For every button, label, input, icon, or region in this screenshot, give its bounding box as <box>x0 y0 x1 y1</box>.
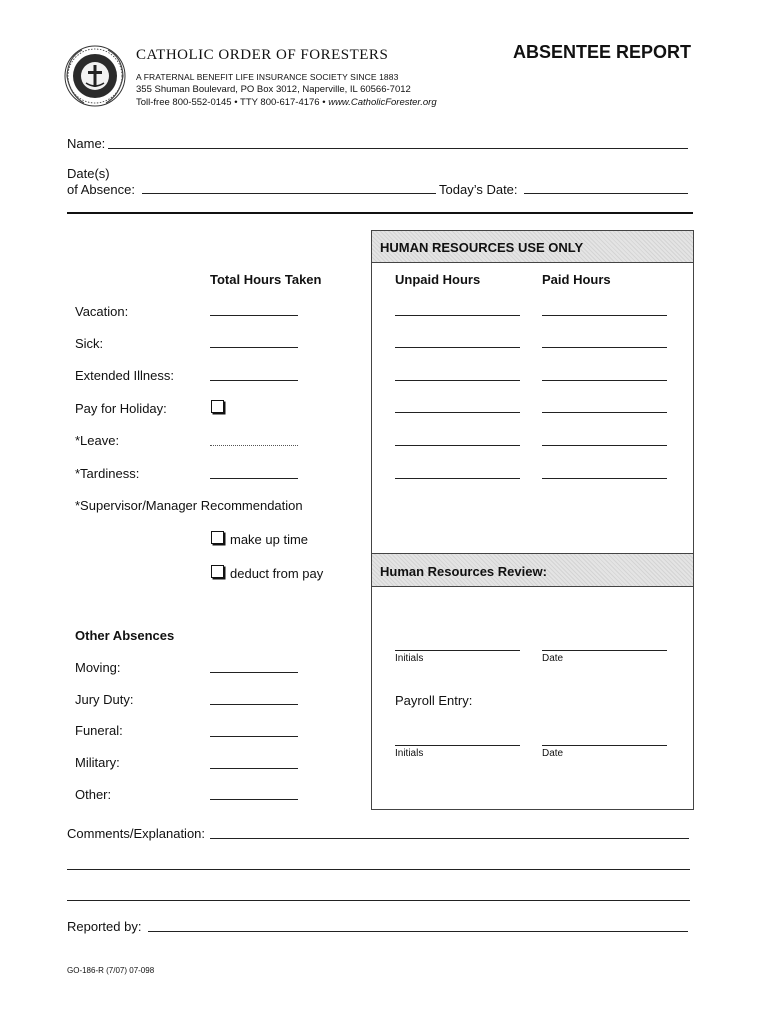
header-divider <box>67 212 693 214</box>
other-absences-heading: Other Absences <box>75 628 175 643</box>
payroll-entry-label: Payroll Entry: <box>395 693 473 708</box>
deduct-from-pay-label: deduct from pay <box>230 566 324 581</box>
leave-paid-field[interactable] <box>542 432 667 446</box>
sick-label: Sick: <box>75 336 104 351</box>
extended-illness-unpaid-field[interactable] <box>395 367 520 381</box>
org-contact-line <box>136 97 437 108</box>
sick-paid-field[interactable] <box>542 334 667 348</box>
funeral-field[interactable] <box>210 723 298 737</box>
make-up-time-label: make up time <box>230 532 309 547</box>
other-label: Other: <box>75 787 112 802</box>
todays-date-label: Today’s Date: <box>439 182 518 197</box>
vacation-unpaid-field[interactable] <box>395 302 520 316</box>
total-hours-header: Total Hours Taken <box>210 272 322 287</box>
funeral-label: Funeral: <box>75 723 123 738</box>
leave-unpaid-field[interactable] <box>395 432 520 446</box>
hr-review-date-field[interactable] <box>542 637 667 651</box>
form-title: ABSENTEE REPORT <box>513 42 692 62</box>
sick-total-field[interactable] <box>210 334 298 348</box>
sick-unpaid-field[interactable] <box>395 334 520 348</box>
reported-by-label: Reported by: <box>67 919 142 934</box>
dates-label-line1: Date(s) <box>67 166 110 181</box>
comments-label: Comments/Explanation: <box>67 826 206 841</box>
todays-date-field[interactable] <box>524 180 688 194</box>
catholic-order-of-foresters-seal <box>64 45 126 107</box>
payroll-date-label: Date <box>542 748 564 759</box>
comments-field-line3[interactable] <box>67 887 690 901</box>
org-tagline: A FRATERNAL BENEFIT LIFE INSURANCE SOCIETY SINCE 1883 <box>136 72 399 82</box>
deduct-from-pay-checkbox[interactable] <box>211 565 224 578</box>
form-code: GO-186-R (7/07) 07-098 <box>67 966 155 975</box>
make-up-time-checkbox[interactable] <box>211 531 224 544</box>
org-website: www.CatholicForester.org <box>328 97 437 108</box>
tardiness-unpaid-field[interactable] <box>395 465 520 479</box>
pay-for-holiday-paid-field[interactable] <box>542 399 667 413</box>
name-label: Name: <box>67 136 106 151</box>
extended-illness-label: Extended Illness: <box>75 368 175 383</box>
comments-field-line2[interactable] <box>67 856 690 870</box>
leave-label: *Leave: <box>75 433 120 448</box>
leave-total-field[interactable] <box>210 432 298 446</box>
org-phone-numbers: Toll-free 800-552-0145 • TTY 800-617-4176 • <box>136 97 329 108</box>
org-address: 355 Shuman Boulevard, PO Box 3012, Naperville, IL 60566-7012 <box>136 84 411 95</box>
supervisor-recommendation-label: *Supervisor/Manager Recommendation <box>75 498 303 513</box>
vacation-paid-field[interactable] <box>542 302 667 316</box>
jury-duty-label: Jury Duty: <box>75 692 134 707</box>
payroll-initials-field[interactable] <box>395 732 520 746</box>
comments-field-line1[interactable] <box>210 825 689 839</box>
payroll-initials-label: Initials <box>395 748 424 759</box>
vacation-total-field[interactable] <box>210 302 298 316</box>
hr-review-title: Human Resources Review: <box>380 564 547 579</box>
military-field[interactable] <box>210 755 298 769</box>
other-field[interactable] <box>210 786 298 800</box>
pay-for-holiday-unpaid-field[interactable] <box>395 399 520 413</box>
paid-hours-header: Paid Hours <box>542 272 611 287</box>
military-label: Military: <box>75 755 120 770</box>
jury-duty-field[interactable] <box>210 691 298 705</box>
tardiness-total-field[interactable] <box>210 465 298 479</box>
name-field[interactable] <box>108 135 688 149</box>
pay-for-holiday-label: Pay for Holiday: <box>75 401 167 416</box>
extended-illness-paid-field[interactable] <box>542 367 667 381</box>
reported-by-field[interactable] <box>148 918 688 932</box>
hr-review-initials-label: Initials <box>395 653 424 664</box>
hr-review-date-label: Date <box>542 653 564 664</box>
moving-label: Moving: <box>75 660 121 675</box>
tardiness-paid-field[interactable] <box>542 465 667 479</box>
unpaid-hours-header: Unpaid Hours <box>395 272 481 287</box>
payroll-date-field[interactable] <box>542 732 667 746</box>
tardiness-label: *Tardiness: <box>75 466 140 481</box>
moving-field[interactable] <box>210 659 298 673</box>
hr-use-only-panel <box>371 230 694 810</box>
hr-use-only-title: HUMAN RESOURCES USE ONLY <box>380 240 584 255</box>
vacation-label: Vacation: <box>75 304 129 319</box>
dates-label-line2: of Absence: <box>67 182 135 197</box>
extended-illness-total-field[interactable] <box>210 367 298 381</box>
hr-review-initials-field[interactable] <box>395 637 520 651</box>
org-name: CATHOLIC ORDER OF FORESTERS <box>136 47 389 63</box>
dates-of-absence-field[interactable] <box>142 180 436 194</box>
pay-for-holiday-checkbox[interactable] <box>211 400 224 413</box>
